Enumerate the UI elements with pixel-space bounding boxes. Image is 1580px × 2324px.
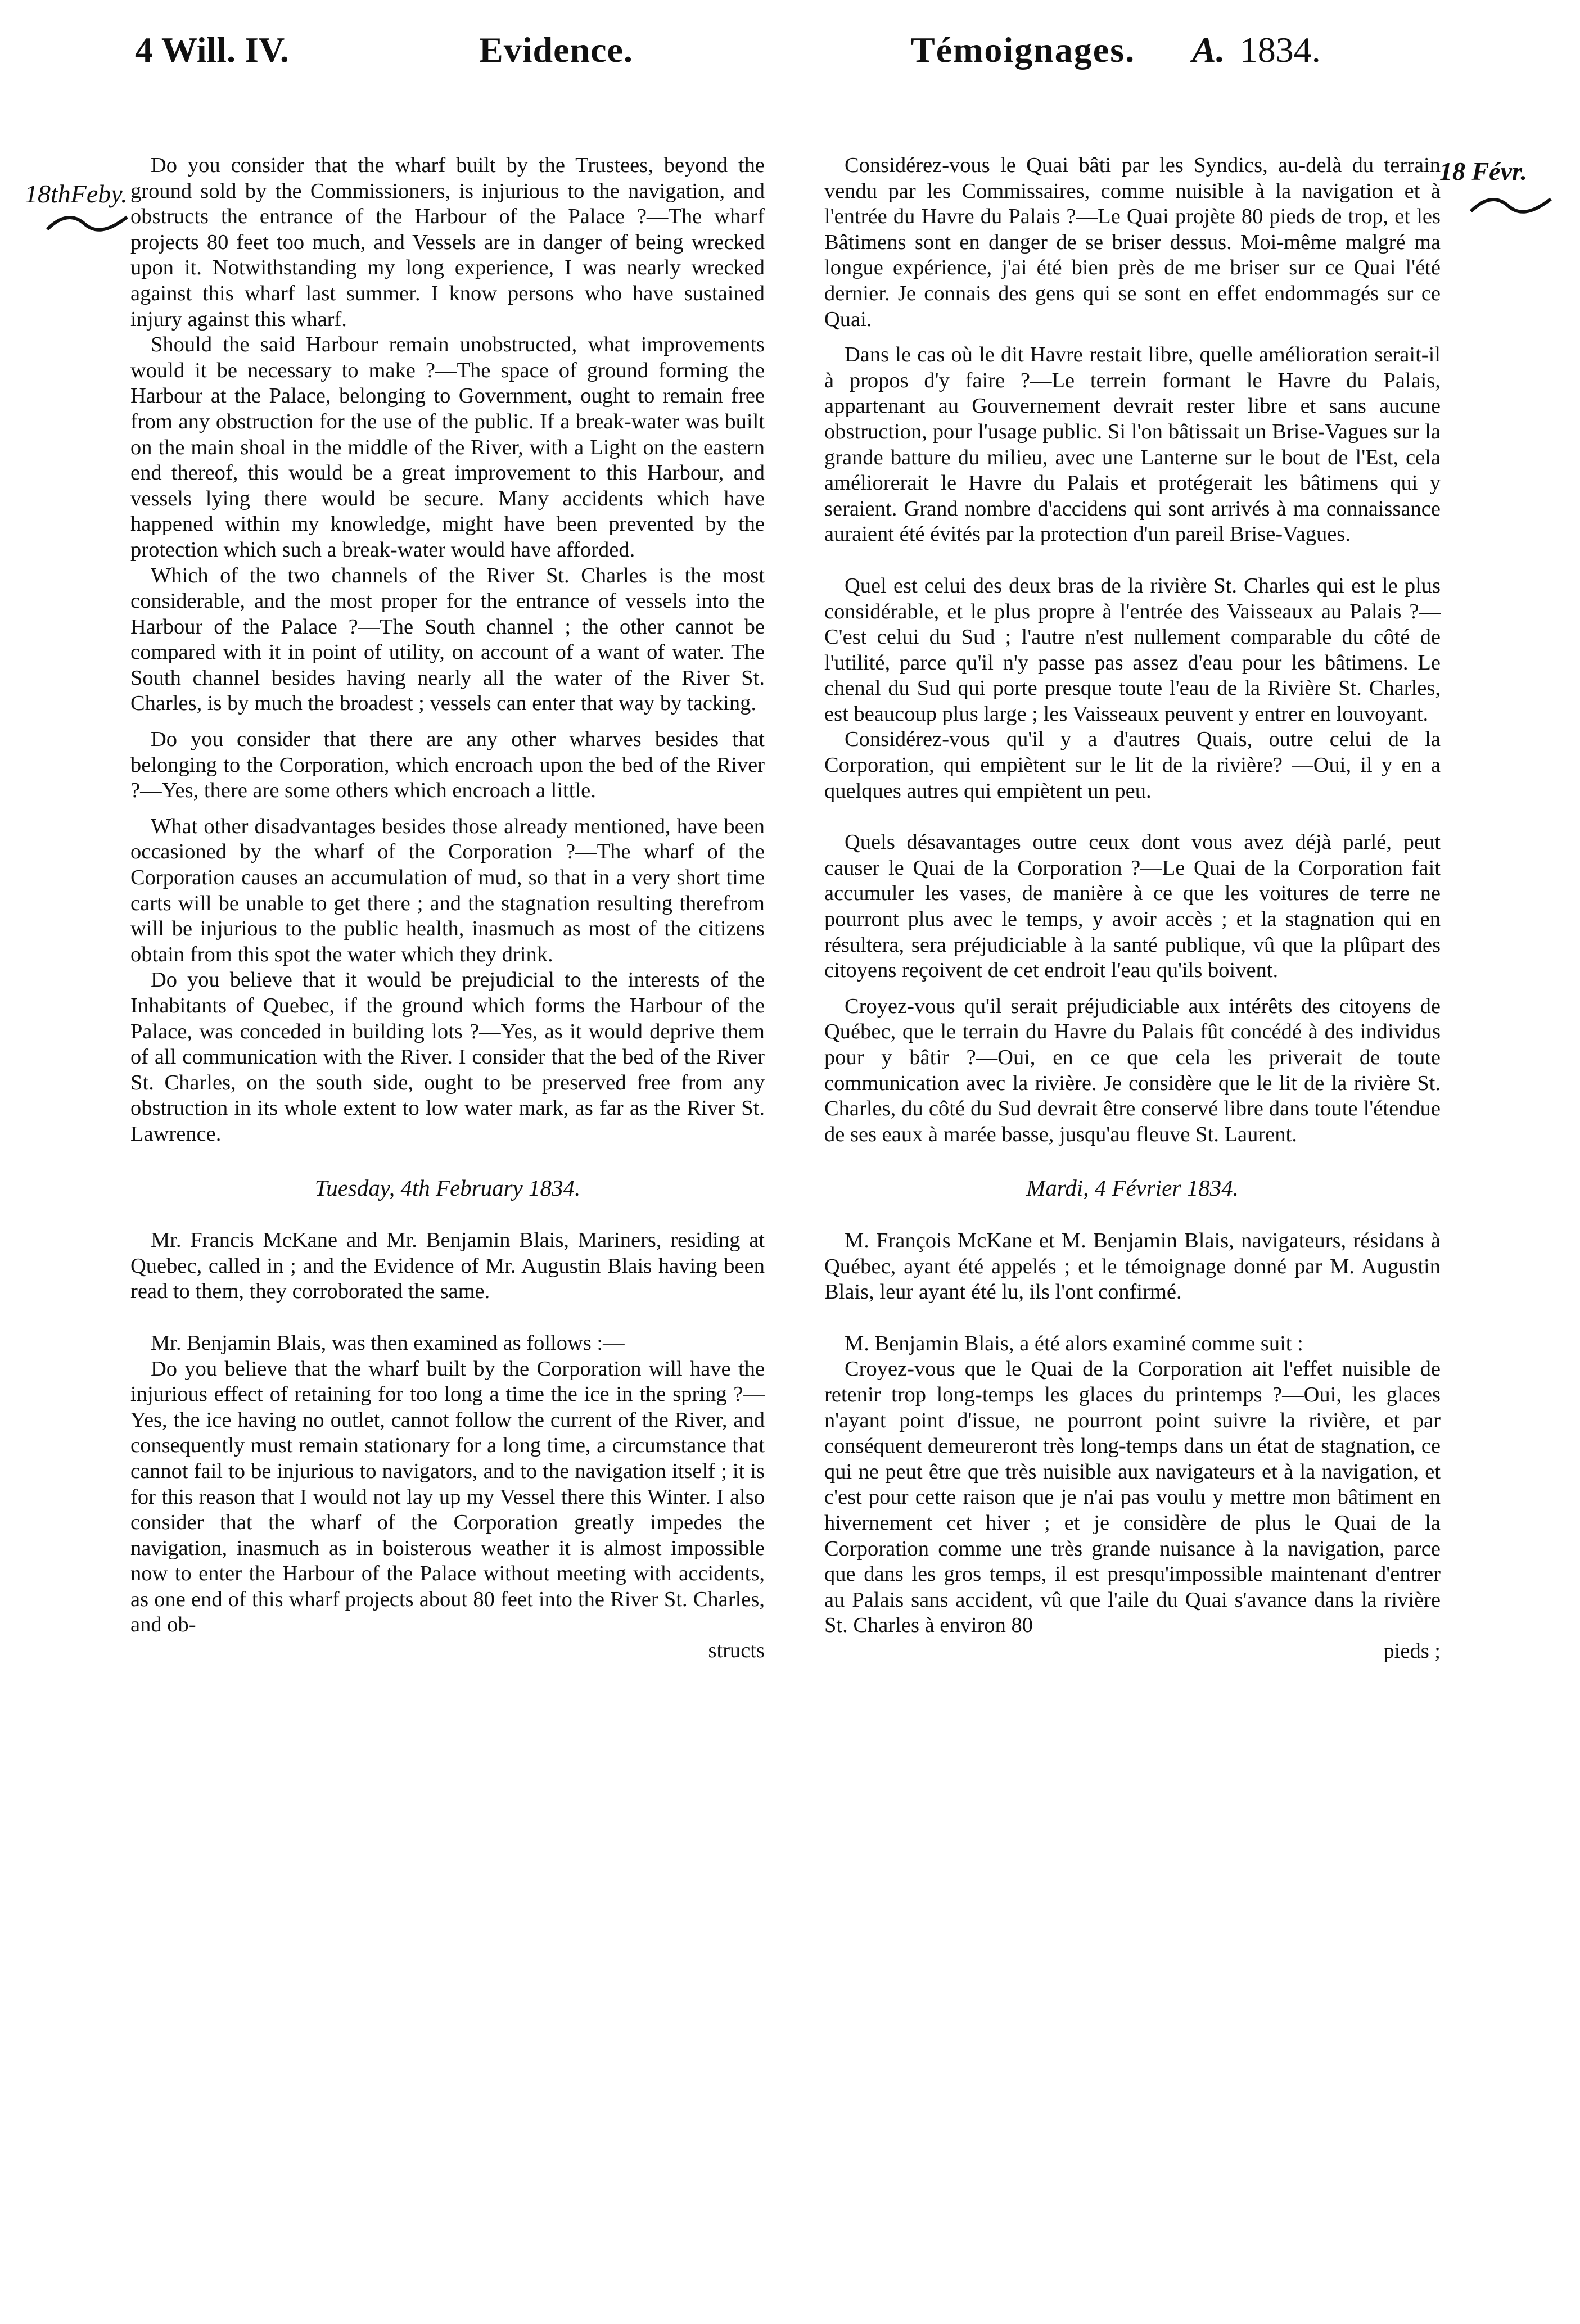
french-examined-line: M. Benjamin Blais, a été alors examiné comme suit :	[845, 1331, 1303, 1355]
header-evidence: Evidence.	[479, 30, 633, 70]
french-paragraph: Considérez-vous qu'il y a d'autres Quais, outre celui de la Corporation, qui empiètent sur le lit de la rivière? —Oui, il y en a quelques autres qui empiètent un peu.	[824, 727, 1441, 803]
french-paragraph: Dans le cas où le dit Havre restait libre, quelle amélioration serait-il à propos d'y faire ?—Le terrein formant le Havre du Palais, appartenant au Gouvernement devrait rester libre et sans aucune obstruction, pour l'usage public. Si l'on bâtissait un Brise-Vagues sur la grande batture du milieu, avec une Lanterne sur le bout de l'Est, cela améliorerait le Havre du Palais et protégerait les bâtimens qui y seraient. Grand nombre d'accidens qui sont arrivés à ma connaissance auraient été évités par la protection d'un pareil Brise-Vagues.	[824, 343, 1441, 546]
english-paragraph: Do you consider that there are any other wharves besides that belonging to the Corporation, which encroach upon the bed of the River ?—Yes, there are some others which encroach a little.	[130, 727, 765, 803]
header-year	[1192, 29, 1321, 71]
english-column	[130, 153, 765, 1664]
swash-ornament-left	[45, 212, 129, 235]
french-paragraph: Quel est celui des deux bras de la rivière St. Charles qui est le plus considérable, et le plus propre à l'entrée des Vaisseaux au Palais ?—C'est celui du Sud ; l'autre n'est nullement comparable du côté de l'utilité, parce qu'il n'y passe pas assez d'eau pour les bâtimens. Le chenal du Sud qui porte presque toute l'eau de la Rivière St. Charles, est beaucoup plus large ; les Vaisseaux peuvent y entrer en louvoyant.	[824, 573, 1441, 726]
english-catchword: structs	[708, 1639, 765, 1663]
french-paragraph: Considérez-vous le Quai bâti par les Syndics, au-delà du terrain vendu par les Commissaires, comme nuisible à la navigation et à l'entrée du Havre du Palais ?—Le Quai projète 80 pieds de trop, et les Bâtimens sont en danger de se briser dessus. Moi-même malgré ma longue expérience, j'ai été bien près de me briser sur ce Quai l'été dernier. Je connais des gens qui se sont en effet endommagés sur ce Quai.	[824, 153, 1441, 331]
swash-ornament-right	[1469, 195, 1553, 217]
header-appendix-letter: A.	[1192, 30, 1225, 70]
french-column	[824, 153, 1441, 1664]
french-paragraph: Quels désavantages outre ceux dont vous avez déjà parlé, peut causer le Quai de la Corporation ?—Le Quai de la Corporation fait accumuler les vases, de manière à ce que les voitures de terre ne pourront plus avec le temps, y avoir accès ; et la stagnation qui en résultera, sera préjudiciable à la santé publique, vû que la plûpart des citoyens reçoivent de cet endroit l'eau qu'ils boivent.	[824, 830, 1441, 983]
english-called-in: Mr. Francis McKane and Mr. Benjamin Blais, Mariners, residing at Quebec, called in ; and the Evidence of Mr. Augustin Blais having been read to them, they corroborated the same.	[130, 1228, 765, 1304]
header-temoignages: Témoignages.	[911, 30, 1136, 70]
header-year-value: 1834.	[1239, 30, 1321, 70]
margin-date-left: 18thFeby.	[25, 179, 128, 208]
margin-date-right: 18 Févr.	[1439, 157, 1527, 186]
english-paragraph: Should the said Harbour remain unobstructed, what improvements would it be necessary to make ?—The space of ground forming the Harbour at the Palace, belonging to Government, ought to remain free from any obstruction for the use of the public. If a break-water was built on the main shoal in the middle of the River, with a Light on the eastern end thereof, this would be a great improvement to this Harbour, and vessels lying there would be secure. Many accidents which have happened within my knowledge, might have been prevented by the protection which such a break-water would have afforded.	[130, 333, 765, 562]
running-header	[0, 29, 1580, 80]
english-paragraph: What other disadvantages besides those already mentioned, have been occasioned by the wharf of the Corporation ?—The wharf of the Corporation causes an accumulation of mud, so that in a very short time carts will be unable to get there ; and the stagnation resulting therefrom will be injurious to the public health, inasmuch as most of the citizens obtain from this spot the water which they drink.	[130, 814, 765, 966]
english-date-line: Tuesday, 4th February 1834.	[314, 1174, 581, 1201]
english-paragraph: Do you believe that it would be prejudicial to the interests of the Inhabitants of Quebec, if the ground which forms the Harbour of the Palace, was conceded in building lots ?—Yes, as it would deprive them of all communication with the River. I consider that the bed of the River St. Charles, on the south side, ought to be preserved free from any obstruction in its whole extent to low water mark, as far as the River St. Lawrence.	[130, 968, 765, 1146]
english-paragraph: Which of the two channels of the River St. Charles is the most considerable, and the most proper for the entrance of vessels into the Harbour of the Palace ?—The South channel ; the other cannot be compared with it in point of utility, on account of a want of water. The South channel besides having nearly all the water of the River St. Charles, is by much the broadest ; vessels can enter that way by tacking.	[130, 563, 765, 716]
english-paragraph: Do you believe that the wharf built by the Corporation will have the injurious effect of retaining for too long a time the ice in the spring ?—Yes, the ice having no outlet, cannot follow the current of the River, and consequently must remain stationary for a long time, a circumstance that cannot fail to be injurious to navigators, and to the navigation itself ; it is for this reason that I would not lay up my Vessel there this Winter. I also consider that the wharf of the Corporation greatly impedes the navigation, inasmuch as in boisterous weather it is almost impossible now to enter the Harbour of the Palace without meeting with accidents, as one end of this wharf projects about 80 feet into the River St. Charles, and ob-	[130, 1357, 765, 1637]
french-paragraph: Croyez-vous qu'il serait préjudiciable aux intérêts des citoyens de Québec, que le terrain du Havre du Palais fût concédé à des individus pour y bâtir ?—Oui, en ce que cela les priverait de toute communication avec la rivière. Je considère que le lit de la rivière St. Charles, du côté du Sud devrait être conservé libre dans toute l'étendue de ses eaux à marée basse, jusqu'au fleuve St. Laurent.	[824, 994, 1441, 1146]
english-examined-line: Mr. Benjamin Blais, was then examined as follows :—	[151, 1331, 625, 1355]
english-paragraph: Do you consider that the wharf built by the Trustees, beyond the ground sold by the Commissioners, is injurious to the navigation, and obstructs the entrance of the Harbour of the Palace ?—The wharf projects 80 feet too much, and Vessels are in danger of being wrecked upon it. Notwithstanding my long experience, I was nearly wrecked against this wharf last summer. I know persons who have sustained injury against this wharf.	[130, 153, 765, 331]
french-paragraph: Croyez-vous que le Quai de la Corporation ait l'effet nuisible de retenir trop long-temps les glaces du printemps ?—Oui, les glaces n'ayant point d'issue, ne pourront point suivre la rivière, et par conséquent demeureront très long-temps dans un état de stagnation, ce qui ne peut être que très nuisible aux navigateurs et à la navigation, et c'est pour cette raison que je n'ai pas voulu y mettre mon bâtiment en hivernement cet hiver ; et je considère de plus le Quai de la Corporation comme une très grande nuisance à la navigation, parce que dans les gros temps, il est presqu'impossible maintenant d'entrer au Palais sans accident, vû que l'aile du Quai s'avance dans la rivière St. Charles à environ 80	[824, 1357, 1441, 1638]
french-called-in: M. François McKane et M. Benjamin Blais, navigateurs, résidans à Québec, ayant été appelés ; et le témoignage donné par M. Augustin Blais, leur ayant été lu, ils l'ont confirmé.	[824, 1228, 1441, 1304]
french-date-line: Mardi, 4 Février 1834.	[1026, 1175, 1239, 1201]
french-catchword: pieds ;	[1383, 1639, 1441, 1663]
header-regnal-year: 4 Will. IV.	[135, 30, 289, 70]
